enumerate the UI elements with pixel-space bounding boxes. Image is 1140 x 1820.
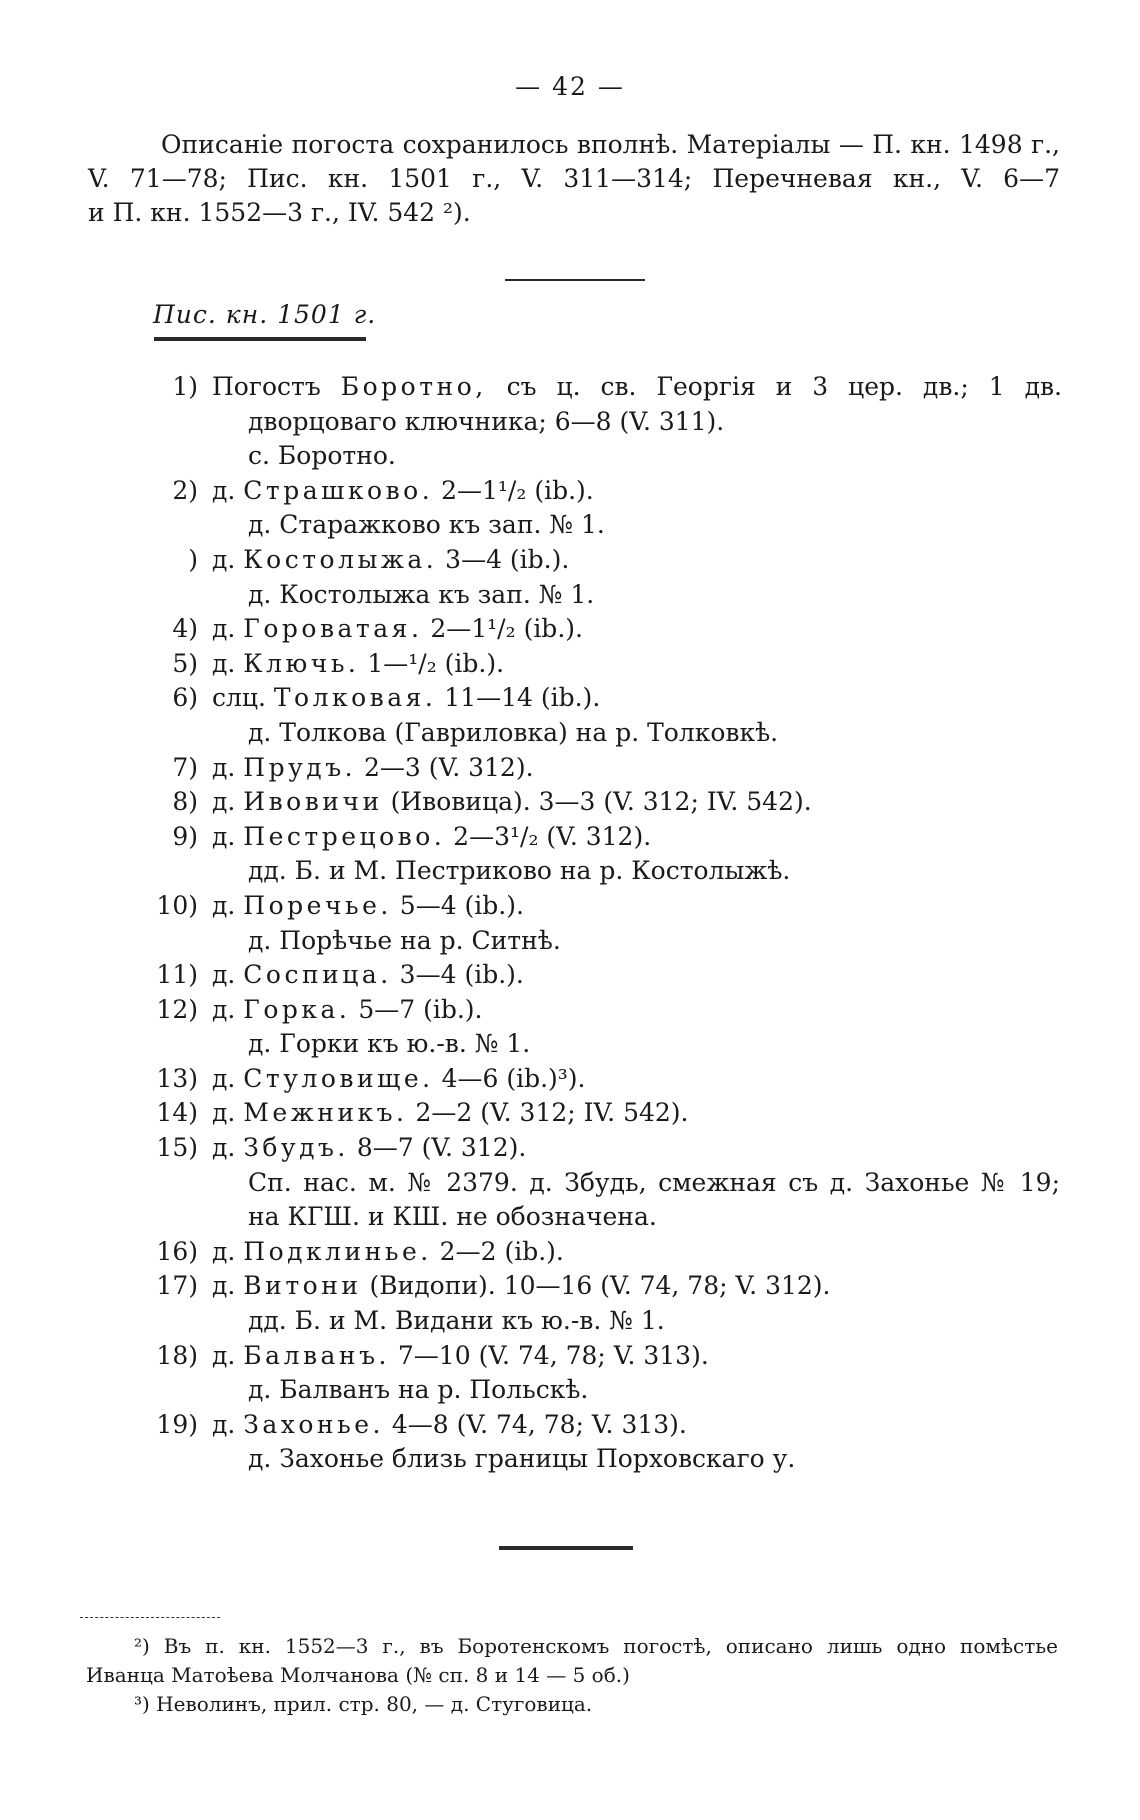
entries-list: [0, 370, 1140, 1477]
entry-details: 5—7 (ib.).: [350, 994, 483, 1024]
entry-subline: д. Порѣчье на р. Ситнѣ.: [248, 925, 561, 955]
entry-subline-row: [0, 1442, 1140, 1477]
entry-subline: дд. Б. и М. Пестриково на р. Костолыжѣ.: [248, 856, 791, 886]
entry-main: [212, 958, 524, 993]
entry-subline: дворцоваго ключника; 6—8 (V. 311).: [248, 406, 725, 436]
entry-subline: д. Балванъ на р. Польскѣ.: [248, 1375, 589, 1405]
entry-details: 5—4 (ib.).: [391, 890, 524, 920]
entry-number: 8): [172, 787, 198, 817]
entry-details: 7—10 (V. 74, 78; V. 313).: [389, 1340, 709, 1370]
entry-subline-row: [0, 854, 1140, 889]
entry-subline-row: [0, 439, 1140, 474]
entry-prefix: д.: [212, 614, 236, 644]
entry-place-name: Балванъ.: [243, 1340, 390, 1370]
entry-main: [212, 681, 600, 716]
entry-row: [0, 958, 1140, 993]
entry-row: [0, 1235, 1140, 1270]
entry-subline: на КГШ. и КШ. не обозначена.: [248, 1202, 657, 1232]
intro-line: и П. кн. 1552—3 г., IV. 542 ²).: [88, 198, 471, 227]
intro-line: Описаніе погоста сохранилось вполнѣ. Матеріалы — П. кн. 1498 г.,: [161, 130, 1060, 159]
entry-number: 13): [156, 1063, 198, 1093]
entry-row: [0, 681, 1140, 716]
footnote-separator: [80, 1617, 220, 1618]
entry-details: 11—14 (ib.).: [436, 683, 601, 713]
entry-details: (Видопи). 10—16 (V. 74, 78; V. 312).: [361, 1271, 831, 1301]
entry-subline-row: [0, 1200, 1140, 1235]
entry-prefix: д.: [212, 787, 236, 817]
entry-number: 18): [156, 1340, 198, 1370]
footnote-2-line: Иванца Матоѣева Молчанова (№ сп. 8 и 14 — 5 об.): [86, 1663, 630, 1687]
intro-paragraph: [88, 128, 1060, 230]
entry-main: [212, 1408, 687, 1443]
footnotes: [86, 1632, 1058, 1719]
footnote-2-line: ²) Въ п. кн. 1552—3 г., въ Боротенскомъ погостѣ, описано лишь одно помѣстье: [134, 1634, 1058, 1658]
entry-main: [212, 612, 583, 647]
entry-place-name: Витони: [243, 1271, 362, 1301]
entry-row: [0, 370, 1140, 405]
entry-main: [212, 370, 1062, 405]
entry-main: [212, 820, 651, 855]
entry-prefix: д.: [212, 1098, 236, 1128]
entry-details: 2—3¹/₂ (V. 312).: [445, 821, 652, 851]
entry-main: [212, 543, 569, 578]
entry-row: [0, 1131, 1140, 1166]
entry-prefix: д.: [212, 1409, 236, 1439]
entry-details: (Ивовица). 3—3 (V. 312; IV. 542).: [382, 787, 812, 817]
entry-place-name: Збудъ.: [243, 1133, 349, 1163]
entry-number: 1): [172, 372, 198, 401]
entry-details: 1—¹/₂ (ib.).: [359, 648, 505, 678]
entry-row: [0, 1062, 1140, 1097]
entry-prefix: д.: [212, 1236, 236, 1266]
entry-subline-row: [0, 1373, 1140, 1408]
divider: [499, 1546, 633, 1550]
entry-number: 9): [172, 821, 198, 851]
entry-number: 16): [156, 1236, 198, 1266]
entry-number: 10): [156, 890, 198, 920]
entry-prefix: д.: [212, 752, 236, 782]
entry-number: ): [188, 544, 198, 574]
entry-row: [0, 612, 1140, 647]
entry-number: 15): [156, 1133, 198, 1163]
entry-place-name: Костолыжа.: [243, 544, 438, 574]
entry-prefix: д.: [212, 544, 236, 574]
entry-subline: дд. Б. и М. Видани къ ю.-в. № 1.: [248, 1306, 665, 1336]
intro-line: V. 71—78; Пис. кн. 1501 г., V. 311—314; Перечневая кн., V. 6—7: [88, 164, 1060, 193]
entry-number: 5): [172, 648, 198, 678]
entry-main: [212, 1096, 689, 1131]
entry-place-name: Ключь.: [243, 648, 360, 678]
entry-subline-row: [0, 405, 1140, 440]
entry-place-name: Соспица.: [243, 960, 392, 990]
entry-main: [212, 647, 504, 682]
entry-subline: д. Захонье близь границы Порховскаго у.: [248, 1444, 796, 1474]
entry-subline-row: [0, 578, 1140, 613]
entry-details: съ ц. св. Георгія и 3 цер. дв.; 1 дв.: [486, 372, 1062, 401]
entry-row: [0, 1408, 1140, 1443]
entry-prefix: д.: [212, 1133, 236, 1163]
section-title: Пис. кн. 1501 г.: [153, 300, 377, 329]
entry-details: 2—2 (V. 312; IV. 542).: [407, 1098, 689, 1128]
entry-number: 11): [156, 960, 198, 990]
entry-prefix: д.: [212, 960, 236, 990]
entry-details: 4—8 (V. 74, 78; V. 313).: [383, 1409, 687, 1439]
entry-subline-row: [0, 1027, 1140, 1062]
entry-place-name: Прудъ.: [243, 752, 357, 782]
entry-place-name: Пестрецово.: [243, 821, 446, 851]
entry-prefix: д.: [212, 821, 236, 851]
entry-prefix: д.: [212, 1340, 236, 1370]
entry-row: [0, 889, 1140, 924]
entry-row: [0, 1096, 1140, 1131]
entry-row: [0, 1269, 1140, 1304]
entry-main: [212, 1062, 586, 1097]
entry-prefix: д.: [212, 1063, 236, 1093]
entry-subline-row: [0, 1166, 1140, 1201]
entry-row: [0, 474, 1140, 509]
entry-place-name: Горка.: [243, 994, 351, 1024]
entry-place-name: Гороватая.: [243, 614, 423, 644]
entry-subline-row: [0, 924, 1140, 959]
entry-row: [0, 820, 1140, 855]
entry-row: [0, 543, 1140, 578]
entry-prefix: д.: [212, 994, 236, 1024]
entry-main: [212, 993, 483, 1028]
entry-details: 2—1¹/₂ (ib.).: [422, 614, 583, 644]
page-number: — 42 —: [515, 72, 625, 101]
entry-details: 2—2 (ib.).: [431, 1236, 564, 1266]
entry-subline: д. Костолыжа къ зап. № 1.: [248, 579, 595, 609]
entry-place-name: Толковая.: [273, 683, 437, 713]
entry-details: 2—3 (V. 312).: [356, 752, 534, 782]
entry-place-name: Поречье.: [243, 890, 392, 920]
entry-main: [212, 1235, 564, 1270]
entry-main: [212, 474, 594, 509]
entry-number: 17): [156, 1271, 198, 1301]
entry-place-name: Боротно,: [340, 372, 487, 401]
entry-details: 8—7 (V. 312).: [348, 1133, 527, 1163]
entry-place-name: Страшково.: [243, 475, 434, 505]
entry-row: [0, 993, 1140, 1028]
entry-subline: Сп. нас. м. № 2379. д. Збудь, смежная съ д. Захонье № 19;: [248, 1167, 1060, 1197]
entry-details: 3—4 (ib.).: [391, 960, 524, 990]
entry-place-name: Ивовичи: [243, 787, 383, 817]
entry-prefix: д.: [212, 1271, 236, 1301]
entry-details: 4—6 (ib.)³).: [433, 1063, 586, 1093]
entry-details: 2—1¹/₂ (ib.).: [433, 475, 594, 505]
entry-place-name: Подклинье.: [243, 1236, 432, 1266]
entry-prefix: д.: [212, 890, 236, 920]
entry-place-name: Стуловище.: [243, 1063, 434, 1093]
entry-main: [212, 1339, 709, 1374]
divider: [505, 279, 645, 281]
entry-subline-row: [0, 508, 1140, 543]
entry-subline: д. Горки къ ю.-в. № 1.: [248, 1029, 531, 1059]
entry-prefix: Погостъ: [212, 372, 321, 401]
footnote-3: ³) Неволинъ, прил. стр. 80, — д. Стуговица.: [134, 1692, 593, 1716]
entry-main: [212, 1131, 526, 1166]
entry-subline-row: [0, 1304, 1140, 1339]
entry-row: [0, 785, 1140, 820]
entry-subline: д. Старажково къ зап. № 1.: [248, 510, 605, 540]
entry-main: [212, 751, 534, 786]
entry-row: [0, 1339, 1140, 1374]
entry-number: 6): [172, 683, 198, 713]
entry-number: 14): [156, 1098, 198, 1128]
entry-subline-row: [0, 716, 1140, 751]
entry-details: 3—4 (ib.).: [437, 544, 570, 574]
entry-prefix: д.: [212, 475, 236, 505]
entry-place-name: Захонье.: [243, 1409, 384, 1439]
entry-row: [0, 751, 1140, 786]
entry-subline: д. Толкова (Гавриловка) на р. Толковкѣ.: [248, 717, 779, 747]
entry-main: [212, 1269, 830, 1304]
entry-place-name: Межникъ.: [243, 1098, 408, 1128]
entry-main: [212, 785, 812, 820]
entry-prefix: слц.: [212, 683, 266, 713]
entry-number: 12): [156, 994, 198, 1024]
entry-number: 7): [172, 752, 198, 782]
section-title-underline: [154, 337, 366, 341]
entry-row: [0, 647, 1140, 682]
entry-number: 2): [172, 475, 198, 505]
entry-number: 19): [156, 1409, 198, 1439]
entry-main: [212, 889, 524, 924]
entry-number: 4): [172, 614, 198, 644]
entry-prefix: д.: [212, 648, 236, 678]
entry-subline: с. Боротно.: [248, 441, 396, 471]
